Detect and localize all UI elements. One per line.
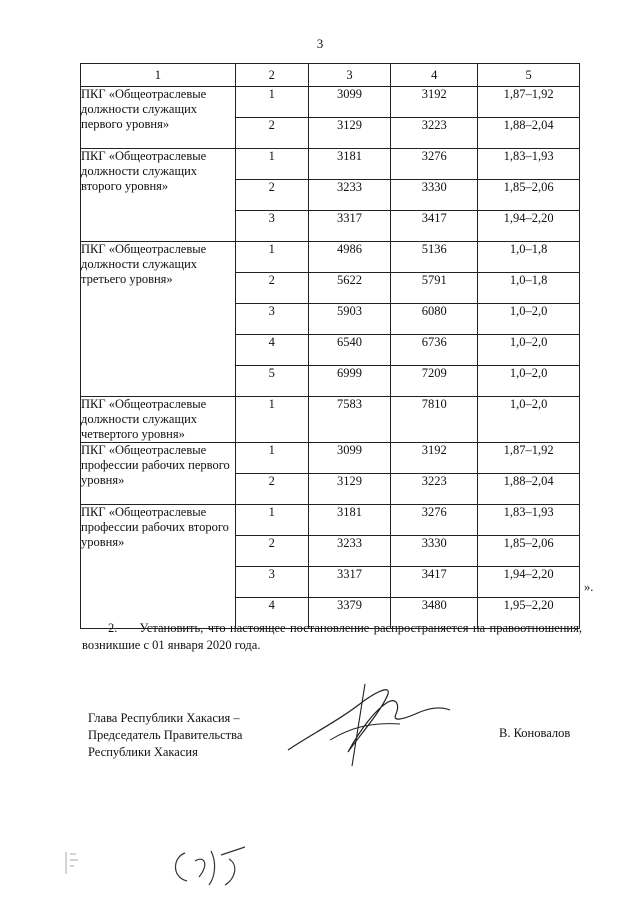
group-name-cell: ПКГ «Общеотраслевые должности служащих четвертого уровня»	[81, 397, 236, 443]
value-col3-cell: 3233	[308, 180, 391, 211]
value-col3-cell: 3181	[308, 505, 391, 536]
level-cell: 1	[235, 87, 308, 118]
coefficient-cell: 1,0–2,0	[478, 304, 580, 335]
level-cell: 2	[235, 180, 308, 211]
value-col3-cell: 6540	[308, 335, 391, 366]
coefficient-cell: 1,88–2,04	[478, 474, 580, 505]
coefficient-cell: 1,83–1,93	[478, 149, 580, 180]
value-col3-cell: 6999	[308, 366, 391, 397]
group-name-cell: ПКГ «Общеотраслевые должности служащих третьего уровня»	[81, 242, 236, 397]
level-cell: 3	[235, 567, 308, 598]
salary-table	[80, 63, 580, 629]
value-col4-cell: 3192	[391, 443, 478, 474]
value-col4-cell: 3192	[391, 87, 478, 118]
value-col3-cell: 3099	[308, 443, 391, 474]
level-cell: 3	[235, 211, 308, 242]
value-col4-cell: 3223	[391, 118, 478, 149]
paragraph-2: 2. Установить, что настоящее постановление распространяется на правоотношения, возникшие с 01 января 2020 года.	[82, 621, 582, 652]
table-header-cell: 3	[308, 64, 391, 87]
table-header-cell: 1	[81, 64, 236, 87]
coefficient-cell: 1,88–2,04	[478, 118, 580, 149]
value-col4-cell: 7810	[391, 397, 478, 443]
level-cell: 3	[235, 304, 308, 335]
value-col3-cell: 3379	[308, 598, 391, 629]
value-col4-cell: 6080	[391, 304, 478, 335]
level-cell: 2	[235, 118, 308, 149]
closing-quote-mark: ».	[584, 580, 594, 594]
value-col3-cell: 4986	[308, 242, 391, 273]
value-col3-cell: 3317	[308, 211, 391, 242]
value-col3-cell: 3129	[308, 474, 391, 505]
table-header-row	[81, 64, 580, 87]
table-body	[81, 87, 580, 629]
group-name-cell: ПКГ «Общеотраслевые профессии рабочих второго уровня»	[81, 505, 236, 629]
level-cell: 2	[235, 273, 308, 304]
signatory-title-line: Глава Республики Хакасия –	[88, 711, 240, 725]
table-row	[81, 87, 580, 118]
coefficient-cell: 1,0–1,8	[478, 273, 580, 304]
value-col4-cell: 3330	[391, 180, 478, 211]
value-col4-cell: 6736	[391, 335, 478, 366]
signatory-name: В. Коновалов	[499, 726, 571, 740]
table-row	[81, 397, 580, 443]
value-col4-cell: 3276	[391, 149, 478, 180]
table-header-cell: 4	[391, 64, 478, 87]
coefficient-cell: 1,87–1,92	[478, 87, 580, 118]
value-col3-cell: 3317	[308, 567, 391, 598]
signatory-title	[88, 710, 242, 761]
value-col4-cell: 5791	[391, 273, 478, 304]
value-col4-cell: 5136	[391, 242, 478, 273]
signatory-title-line: Председатель Правительства	[88, 728, 243, 742]
value-col3-cell: 3099	[308, 87, 391, 118]
level-cell: 2	[235, 536, 308, 567]
table-header-cell: 5	[478, 64, 580, 87]
value-col4-cell: 3276	[391, 505, 478, 536]
handwritten-initials	[165, 843, 255, 888]
level-cell: 4	[235, 598, 308, 629]
table-row	[81, 443, 580, 474]
level-cell: 5	[235, 366, 308, 397]
value-col4-cell: 3417	[391, 211, 478, 242]
level-cell: 1	[235, 397, 308, 443]
coefficient-cell: 1,0–1,8	[478, 242, 580, 273]
handwritten-signature	[270, 680, 460, 770]
table-header-cell: 2	[235, 64, 308, 87]
group-name-cell: ПКГ «Общеотраслевые должности служащих первого уровня»	[81, 87, 236, 149]
table-row	[81, 242, 580, 273]
group-name-cell: ПКГ «Общеотраслевые профессии рабочих первого уровня»	[81, 443, 236, 505]
value-col3-cell: 3129	[308, 118, 391, 149]
coefficient-cell: 1,0–2,0	[478, 335, 580, 366]
value-col3-cell: 3181	[308, 149, 391, 180]
coefficient-cell: 1,94–2,20	[478, 211, 580, 242]
level-cell: 1	[235, 505, 308, 536]
value-col3-cell: 7583	[308, 397, 391, 443]
faint-stamp-mark	[62, 848, 86, 878]
coefficient-cell: 1,87–1,92	[478, 443, 580, 474]
value-col3-cell: 5903	[308, 304, 391, 335]
value-col4-cell: 3480	[391, 598, 478, 629]
coefficient-cell: 1,0–2,0	[478, 397, 580, 443]
level-cell: 1	[235, 443, 308, 474]
value-col3-cell: 3233	[308, 536, 391, 567]
value-col3-cell: 5622	[308, 273, 391, 304]
value-col4-cell: 3223	[391, 474, 478, 505]
group-name-cell: ПКГ «Общеотраслевые должности служащих второго уровня»	[81, 149, 236, 242]
level-cell: 1	[235, 149, 308, 180]
value-col4-cell: 7209	[391, 366, 478, 397]
coefficient-cell: 1,94–2,20	[478, 567, 580, 598]
coefficient-cell: 1,85–2,06	[478, 536, 580, 567]
level-cell: 1	[235, 242, 308, 273]
coefficient-cell: 1,85–2,06	[478, 180, 580, 211]
value-col4-cell: 3330	[391, 536, 478, 567]
table-row	[81, 505, 580, 536]
table-row	[81, 149, 580, 180]
coefficient-cell: 1,83–1,93	[478, 505, 580, 536]
value-col4-cell: 3417	[391, 567, 478, 598]
page-number: 3	[316, 36, 324, 51]
level-cell: 4	[235, 335, 308, 366]
signatory-title-line: Республики Хакасия	[88, 745, 198, 759]
level-cell: 2	[235, 474, 308, 505]
coefficient-cell: 1,0–2,0	[478, 366, 580, 397]
coefficient-cell: 1,95–2,20	[478, 598, 580, 629]
